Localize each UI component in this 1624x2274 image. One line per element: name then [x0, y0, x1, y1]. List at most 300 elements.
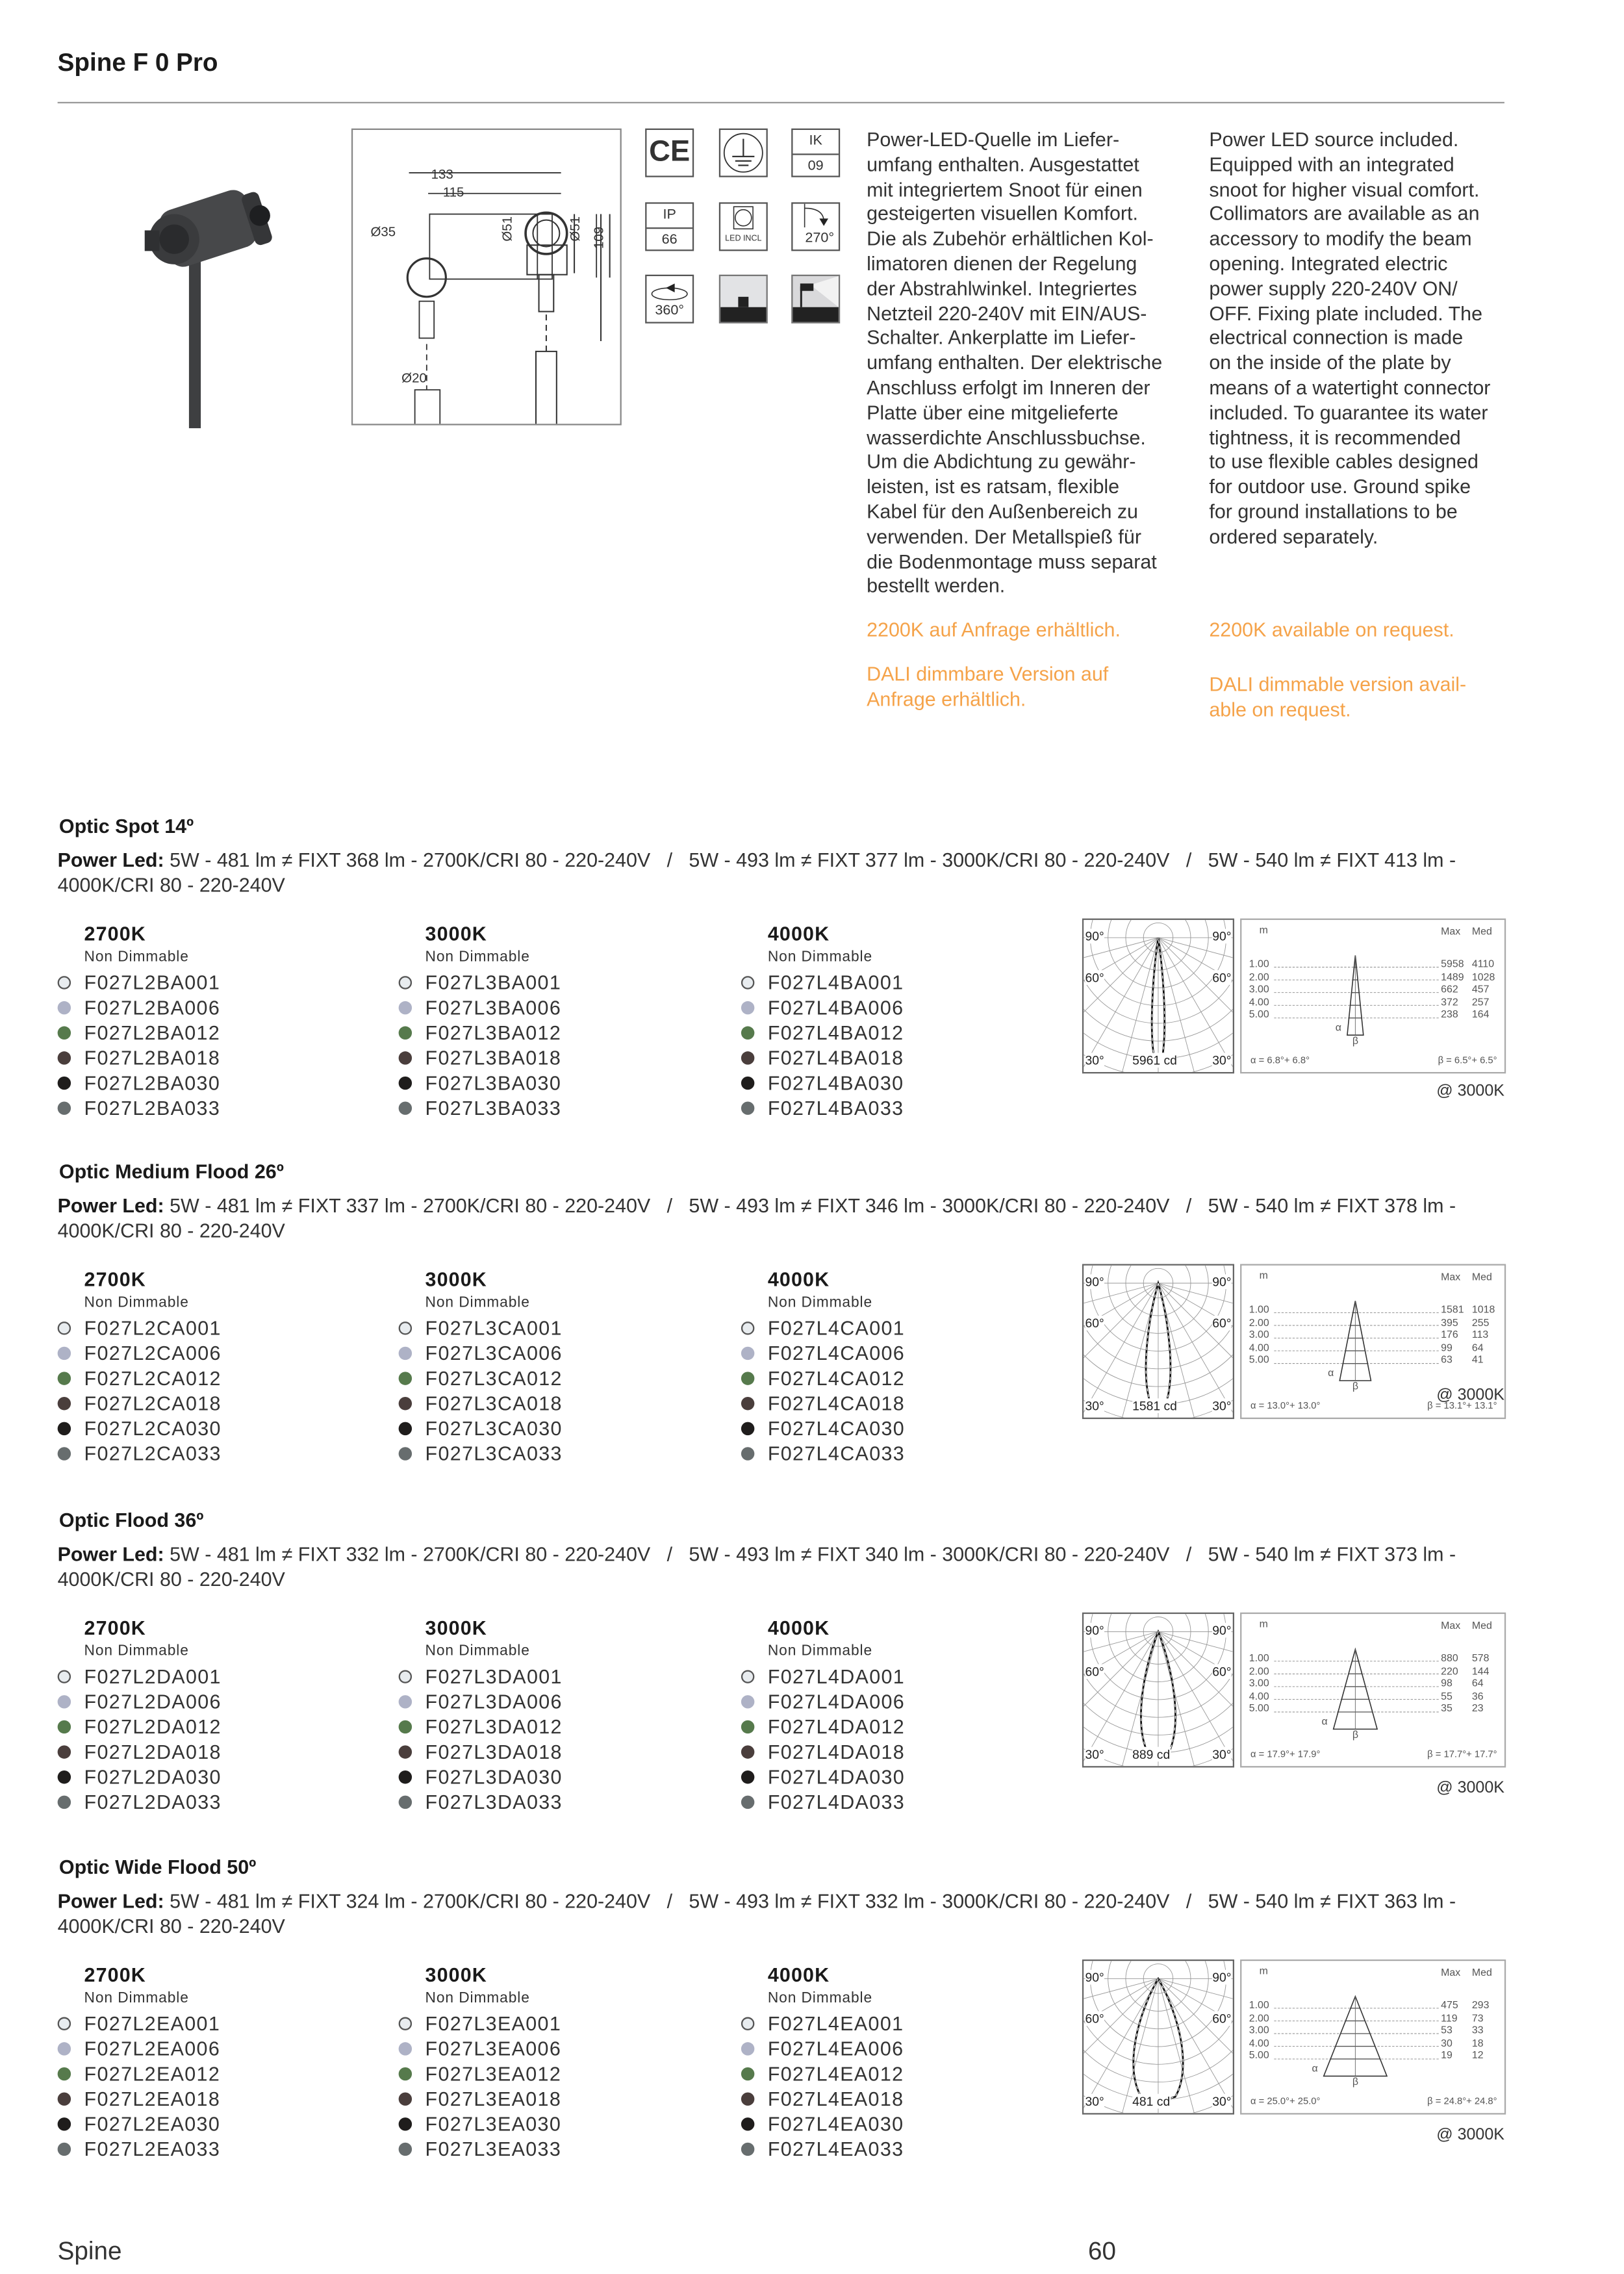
- distance-value: 3.00: [1249, 1331, 1269, 1342]
- max-illuminance: 880: [1441, 1654, 1458, 1665]
- finish-color-swatch: [741, 1670, 754, 1683]
- finish-color-swatch: [741, 1001, 754, 1014]
- dimming-label: Non Dimmable: [767, 1643, 873, 1660]
- med-illuminance: 113: [1471, 1331, 1489, 1342]
- cct-heading: 3000K: [425, 1963, 487, 1986]
- polar-angle-label: 30°: [1212, 1746, 1232, 1762]
- dim-joint-diameter: Ø35: [370, 224, 396, 240]
- dimming-label: Non Dimmable: [84, 1990, 189, 2007]
- product-code: F027L3DA001: [425, 1665, 563, 1688]
- polar-angle-label: 30°: [1212, 1053, 1232, 1068]
- distance-unit: m: [1259, 1967, 1268, 1978]
- finish-color-swatch: [58, 1397, 71, 1410]
- max-illuminance: 5958: [1441, 960, 1464, 971]
- finish-color-swatch: [399, 1720, 412, 1733]
- finish-color-swatch: [58, 1001, 71, 1014]
- finish-color-swatch: [399, 1670, 412, 1683]
- earth-ground-icon: [719, 129, 768, 177]
- dimming-label: Non Dimmable: [767, 1295, 873, 1312]
- finish-color-swatch: [399, 1745, 412, 1758]
- ip-rating-icon: [645, 202, 694, 251]
- max-illuminance: 176: [1441, 1331, 1458, 1342]
- footer-section-name: Spine: [57, 2237, 122, 2266]
- reference-cct: @ 3000K: [1436, 1779, 1504, 1797]
- polar-angle-label: 60°: [1085, 2011, 1104, 2026]
- product-code: F027L4BA006: [767, 997, 904, 1019]
- polar-grid: [1084, 920, 1233, 1072]
- max-illuminance: 395: [1441, 1318, 1458, 1329]
- product-code: F027L4CA012: [767, 1367, 906, 1390]
- max-illuminance: 19: [1441, 2051, 1453, 2062]
- distance-value: 1.00: [1249, 1654, 1269, 1665]
- rotation-label: 360°: [655, 302, 685, 319]
- description-german: Power-LED-Quelle im Liefer- umfang enthalten. Ausgestattet mit integriertem Snoot für einen gesteigerten visuellen Komfort. Die als Zubehör erhältlichen Kol- limatoren dienen der Regelung der Abstrahlwinkel. Integriertes Netzteil 220-240V mit EIN/AUS- Schalter. Ankerplatte im Liefer- umfang enthalten. Der elektrische Anschluss erfolgt im Inneren der Platte über eine mitgelieferte wasserdichte Anschlussbuchse. Um die Abdichtung zu gewähr- leisten, ist es ratsam, flexible Kabel für den Außenbereich zu verwenden. Der Metallspieß für die Bodenmontage muss separat bestellt werden.: [867, 128, 1163, 597]
- ip-value: 66: [661, 231, 678, 248]
- finish-color-swatch: [58, 2143, 71, 2156]
- med-illuminance: 144: [1471, 1666, 1490, 1677]
- led-included-label: LED INCL: [725, 235, 762, 244]
- product-code: F027L2EA012: [84, 2063, 221, 2086]
- dimming-label: Non Dimmable: [425, 1643, 530, 1660]
- polar-angle-label: 90°: [1085, 1274, 1104, 1290]
- alpha-angle: α = 13.0°+ 13.0°: [1250, 1401, 1321, 1412]
- alpha-angle: α = 25.0°+ 25.0°: [1250, 2097, 1321, 2108]
- distance-value: 3.00: [1249, 2026, 1269, 2037]
- finish-color-swatch: [399, 1077, 412, 1090]
- product-code: F027L4BA030: [767, 1072, 904, 1095]
- finish-color-swatch: [58, 1770, 71, 1783]
- product-code: F027L2EA033: [84, 2138, 221, 2161]
- finish-color-swatch: [399, 1101, 412, 1114]
- ground-recessed-icon: [719, 275, 768, 324]
- alpha-angle: α = 6.8°+ 6.8°: [1250, 1056, 1310, 1066]
- led-included-icon: [719, 202, 768, 251]
- finish-color-swatch: [399, 1397, 412, 1410]
- finish-color-swatch: [741, 1077, 754, 1090]
- tilt-label: 270°: [805, 230, 835, 247]
- finish-color-swatch: [58, 976, 71, 989]
- finish-color-swatch: [741, 1051, 754, 1064]
- product-code: F027L2DA006: [84, 1691, 222, 1713]
- finish-color-swatch: [399, 1695, 412, 1708]
- reference-cct: @ 3000K: [1436, 1386, 1504, 1405]
- product-code: F027L3DA033: [425, 1791, 563, 1813]
- section-title: Optic Spot 14º: [58, 815, 194, 837]
- max-illuminance: 475: [1441, 2000, 1458, 2012]
- finish-color-swatch: [741, 2117, 754, 2130]
- max-illuminance: 53: [1441, 2026, 1453, 2037]
- finish-color-swatch: [58, 2042, 71, 2055]
- polar-angle-label: 90°: [1085, 928, 1104, 944]
- finish-color-swatch: [58, 1051, 71, 1064]
- product-code: F027L4EA030: [767, 2113, 904, 2136]
- polar-angle-label: 60°: [1212, 2011, 1232, 2026]
- polar-grid-ray: [1084, 1631, 1158, 1750]
- med-illuminance: 4110: [1471, 960, 1495, 971]
- finish-color-swatch: [58, 2117, 71, 2130]
- alpha-symbol: α: [1328, 1368, 1334, 1379]
- product-code: F027L2BA012: [84, 1021, 221, 1044]
- finish-color-swatch: [58, 2017, 71, 2030]
- med-illuminance: 1018: [1471, 1305, 1495, 1316]
- finish-color-swatch: [399, 1372, 412, 1385]
- cct-heading: 2700K: [84, 1963, 146, 1986]
- product-code: F027L4DA033: [767, 1791, 906, 1813]
- max-header: Max: [1441, 1621, 1461, 1632]
- finish-color-swatch: [741, 1101, 754, 1114]
- product-code: F027L3EA001: [425, 2012, 562, 2035]
- polar-grid: [1084, 1614, 1233, 1766]
- product-code: F027L3CA001: [425, 1317, 563, 1340]
- page-number: 60: [1088, 2237, 1117, 2266]
- polar-angle-label: 60°: [1212, 970, 1232, 985]
- dimming-label: Non Dimmable: [84, 1295, 189, 1312]
- product-code: F027L3DA006: [425, 1691, 563, 1713]
- product-code: F027L2EA030: [84, 2113, 221, 2136]
- finish-color-swatch: [58, 1027, 71, 1040]
- finish-color-swatch: [399, 1770, 412, 1783]
- product-code: F027L3DA030: [425, 1766, 563, 1789]
- dim-height: 109: [591, 226, 606, 249]
- peak-intensity-label: 889 cd: [1132, 1746, 1171, 1762]
- illuminance-distance-chart: [1240, 1613, 1506, 1768]
- distance-value: 1.00: [1249, 960, 1269, 971]
- dimming-label: Non Dimmable: [767, 1990, 873, 2007]
- distance-unit: m: [1259, 926, 1268, 936]
- product-code: F027L3EA030: [425, 2113, 562, 2136]
- finish-color-swatch: [741, 1397, 754, 1410]
- med-illuminance: 64: [1471, 1343, 1484, 1354]
- rotation-360-icon: [645, 275, 694, 324]
- power-led-text: 5W - 481 lm ≠ FIXT 368 lm - 2700K/CRI 80 - 220-240V / 5W - 493 lm ≠ FIXT 377 lm - 3000K/CRI 80 - 220-240V / 5W - 540 lm ≠ FIXT 413 lm - 4000K/CRI 80 - 220-240V: [57, 849, 1462, 897]
- product-code: F027L3CA030: [425, 1417, 563, 1440]
- med-illuminance: 36: [1471, 1692, 1484, 1702]
- product-code: F027L2CA012: [84, 1367, 222, 1390]
- beta-symbol: β: [1352, 1730, 1358, 1741]
- technical-drawing: [351, 129, 622, 426]
- dim-head-diameter-front: Ø51: [567, 216, 583, 242]
- distance-value: 5.00: [1249, 2051, 1269, 2062]
- med-illuminance: 18: [1471, 2039, 1484, 2050]
- max-illuminance: 220: [1441, 1666, 1458, 1677]
- alpha-symbol: α: [1312, 2064, 1318, 2075]
- product-code: F027L2BA001: [84, 971, 221, 994]
- product-code: F027L4BA033: [767, 1097, 904, 1119]
- power-led-text: 5W - 481 lm ≠ FIXT 324 lm - 2700K/CRI 80 - 220-240V / 5W - 493 lm ≠ FIXT 332 lm - 3000K/CRI 80 - 220-240V / 5W - 540 lm ≠ FIXT 363 lm - 4000K/CRI 80 - 220-240V: [57, 1890, 1462, 1937]
- description-english: Power LED source included. Equipped with an integrated snoot for higher visual comfort. Collimators are available as an accessory to modify the beam opening. Integrated electric power supply 220-240V ON/ OFF. Fixing plate included. The electrical connection is made on the inside of the plate by means of a watertight connector included. To guarantee its water tightness, it is recommended to use flexible cables designed for outdoor use. Ground spike for ground installations to be ordered separately.: [1209, 128, 1491, 548]
- dimming-label: Non Dimmable: [767, 949, 873, 966]
- dim-spike-diameter: Ø20: [401, 370, 427, 386]
- polar-light-distribution-chart: [1082, 1960, 1234, 2115]
- cct-heading: 4000K: [767, 1616, 830, 1639]
- polar-angle-label: 90°: [1212, 1969, 1232, 1985]
- finish-color-swatch: [399, 1027, 412, 1040]
- polar-grid-ray: [1084, 1978, 1158, 2097]
- finish-color-swatch: [399, 2017, 412, 2030]
- finish-color-swatch: [741, 1720, 754, 1733]
- finish-color-swatch: [58, 1447, 71, 1460]
- polar-light-distribution-chart: [1082, 1613, 1234, 1768]
- finish-color-swatch: [741, 2017, 754, 2030]
- ce-mark-icon: CE: [645, 129, 694, 177]
- product-code: F027L2CA030: [84, 1417, 222, 1440]
- finish-color-swatch: [58, 1101, 71, 1114]
- product-code: F027L3CA012: [425, 1367, 563, 1390]
- polar-angle-label: 90°: [1212, 1622, 1232, 1638]
- dimming-label: Non Dimmable: [84, 1643, 189, 1660]
- product-code: F027L3EA018: [425, 2088, 562, 2110]
- max-illuminance: 1581: [1441, 1305, 1464, 1316]
- alpha-symbol: α: [1321, 1717, 1328, 1728]
- polar-grid: [1084, 1961, 1233, 2113]
- power-led-label: Power Led:: [57, 1890, 164, 1913]
- finish-color-swatch: [399, 1322, 412, 1335]
- power-led-spec: [58, 1889, 1519, 1939]
- finish-color-swatch: [58, 1796, 71, 1809]
- power-led-spec: [58, 1542, 1519, 1592]
- finish-color-swatch: [58, 1347, 71, 1360]
- med-header: Med: [1471, 1968, 1492, 1979]
- product-code: F027L3CA006: [425, 1342, 563, 1365]
- med-header: Med: [1471, 1273, 1492, 1284]
- finish-color-swatch: [399, 2067, 412, 2080]
- polar-angle-label: 30°: [1085, 2093, 1104, 2109]
- med-illuminance: 293: [1471, 2000, 1490, 2012]
- product-code: F027L4DA001: [767, 1665, 906, 1688]
- note-2200k-german: 2200K auf Anfrage erhältlich.: [867, 619, 1121, 641]
- dim-length: 133: [431, 166, 453, 182]
- product-code: F027L4BA001: [767, 971, 904, 994]
- finish-color-swatch: [58, 1372, 71, 1385]
- power-led-text: 5W - 481 lm ≠ FIXT 337 lm - 2700K/CRI 80 - 220-240V / 5W - 493 lm ≠ FIXT 346 lm - 3000K/CRI 80 - 220-240V / 5W - 540 lm ≠ FIXT 378 lm - 4000K/CRI 80 - 220-240V: [57, 1194, 1462, 1242]
- cone-diagram: [1241, 1961, 1504, 2113]
- product-code: F027L3BA006: [425, 997, 562, 1019]
- distance-value: 2.00: [1249, 1318, 1269, 1329]
- cct-heading: 3000K: [425, 923, 487, 945]
- power-led-spec: [58, 1193, 1519, 1243]
- product-code: F027L2CA018: [84, 1392, 222, 1415]
- med-illuminance: 41: [1471, 1356, 1484, 1367]
- max-illuminance: 662: [1441, 985, 1458, 996]
- illuminance-distance-chart: [1240, 919, 1506, 1074]
- product-code: F027L3CA018: [425, 1392, 563, 1415]
- finish-color-swatch: [399, 1001, 412, 1014]
- finish-color-swatch: [741, 1796, 754, 1809]
- note-dali-english: DALI dimmable version avail- able on request.: [1209, 673, 1467, 721]
- alpha-angle: α = 17.9°+ 17.9°: [1250, 1750, 1321, 1761]
- product-code: F027L4DA030: [767, 1766, 906, 1789]
- cone-diagram: [1241, 1614, 1504, 1766]
- polar-angle-label: 60°: [1212, 1664, 1232, 1680]
- distance-value: 4.00: [1249, 997, 1269, 1008]
- product-code: F027L4EA033: [767, 2138, 904, 2161]
- section-title: Optic Wide Flood 50º: [58, 1856, 257, 1878]
- distance-unit: m: [1259, 1271, 1268, 1282]
- cct-heading: 4000K: [767, 923, 830, 945]
- finish-color-swatch: [741, 1770, 754, 1783]
- polar-light-distribution-chart: [1082, 1264, 1234, 1419]
- dimming-label: Non Dimmable: [425, 949, 530, 966]
- product-code: F027L4CA001: [767, 1317, 906, 1340]
- distance-value: 4.00: [1249, 2039, 1269, 2050]
- product-code: F027L3EA006: [425, 2038, 562, 2060]
- finish-color-swatch: [741, 1745, 754, 1758]
- finish-color-swatch: [741, 2143, 754, 2156]
- distance-value: 2.00: [1249, 972, 1269, 983]
- finish-color-swatch: [58, 2067, 71, 2080]
- polar-angle-label: 90°: [1212, 928, 1232, 944]
- product-code: F027L3BA018: [425, 1047, 562, 1069]
- power-led-label: Power Led:: [57, 849, 164, 871]
- polar-grid-ray: [1158, 938, 1233, 1056]
- product-code: F027L3BA012: [425, 1021, 562, 1044]
- max-header: Max: [1441, 1273, 1461, 1284]
- beta-symbol: β: [1352, 1382, 1358, 1393]
- polar-angle-label: 60°: [1212, 1316, 1232, 1331]
- max-header: Max: [1441, 927, 1461, 938]
- product-code: F027L3BA033: [425, 1097, 562, 1119]
- polar-grid-ray: [1158, 1978, 1233, 2097]
- product-code: F027L4EA018: [767, 2088, 904, 2110]
- polar-grid-ray: [1084, 938, 1158, 1056]
- polar-angle-label: 30°: [1212, 1398, 1232, 1414]
- product-code: F027L4DA018: [767, 1741, 906, 1763]
- tilt-270-icon: [791, 202, 840, 251]
- cct-heading: 3000K: [425, 1616, 487, 1639]
- beta-symbol: β: [1352, 1036, 1358, 1047]
- product-code: F027L3EA033: [425, 2138, 562, 2161]
- distance-value: 5.00: [1249, 1704, 1269, 1715]
- med-illuminance: 255: [1471, 1318, 1490, 1329]
- cct-heading: 2700K: [84, 923, 146, 945]
- dimension-drawing: [353, 130, 620, 424]
- cone-diagram: [1241, 920, 1504, 1072]
- finish-color-swatch: [741, 1447, 754, 1460]
- max-header: Max: [1441, 1968, 1461, 1979]
- finish-color-swatch: [741, 1027, 754, 1040]
- distance-value: 1.00: [1249, 1305, 1269, 1316]
- product-code: F027L4EA012: [767, 2063, 904, 2086]
- max-illuminance: 30: [1441, 2039, 1453, 2050]
- product-code: F027L3BA030: [425, 1072, 562, 1095]
- product-code: F027L4DA012: [767, 1715, 906, 1739]
- finish-color-swatch: [741, 1322, 754, 1335]
- power-led-label: Power Led:: [57, 1543, 164, 1566]
- med-illuminance: 1028: [1471, 972, 1495, 983]
- med-illuminance: 164: [1471, 1010, 1490, 1021]
- finish-color-swatch: [399, 2092, 412, 2105]
- med-illuminance: 23: [1471, 1704, 1484, 1715]
- max-illuminance: 119: [1441, 2013, 1458, 2024]
- product-code: F027L2DA030: [84, 1766, 222, 1789]
- polar-angle-label: 60°: [1085, 1316, 1104, 1331]
- finish-color-swatch: [399, 976, 412, 989]
- finish-color-swatch: [741, 1422, 754, 1435]
- dimming-label: Non Dimmable: [425, 1990, 530, 2007]
- peak-intensity-label: 5961 cd: [1132, 1053, 1177, 1068]
- cct-heading: 4000K: [767, 1268, 830, 1291]
- polar-angle-label: 30°: [1085, 1053, 1104, 1068]
- product-code: F027L2DA018: [84, 1741, 222, 1763]
- product-code: F027L2EA006: [84, 2038, 221, 2060]
- med-illuminance: 457: [1471, 985, 1490, 996]
- peak-intensity-label: 481 cd: [1132, 2093, 1171, 2109]
- dimming-label: Non Dimmable: [84, 949, 189, 966]
- finish-color-swatch: [58, 2092, 71, 2105]
- product-code: F027L2DA012: [84, 1715, 222, 1739]
- finish-color-swatch: [399, 1422, 412, 1435]
- polar-angle-label: 30°: [1085, 1746, 1104, 1762]
- section-title: Optic Medium Flood 26º: [58, 1160, 284, 1183]
- ik-rating-icon: [791, 129, 840, 177]
- finish-color-swatch: [399, 1796, 412, 1809]
- finish-color-swatch: [58, 1745, 71, 1758]
- max-illuminance: 372: [1441, 997, 1458, 1008]
- distance-value: 4.00: [1249, 1692, 1269, 1702]
- product-code: F027L4BA012: [767, 1021, 904, 1044]
- product-code: F027L4CA033: [767, 1442, 906, 1465]
- distance-value: 4.00: [1249, 1343, 1269, 1354]
- distance-value: 2.00: [1249, 1666, 1269, 1677]
- finish-color-swatch: [399, 2042, 412, 2055]
- distance-value: 3.00: [1249, 1679, 1269, 1690]
- cct-heading: 4000K: [767, 1963, 830, 1986]
- ik-label: IK: [793, 130, 838, 155]
- finish-color-swatch: [58, 1422, 71, 1435]
- alpha-symbol: α: [1335, 1023, 1341, 1034]
- polar-angle-label: 90°: [1085, 1622, 1104, 1638]
- product-code: F027L2BA030: [84, 1072, 221, 1095]
- product-code: F027L3DA018: [425, 1741, 563, 1763]
- max-illuminance: 35: [1441, 1704, 1453, 1715]
- product-code: F027L4DA006: [767, 1691, 906, 1713]
- finish-color-swatch: [58, 1670, 71, 1683]
- product-code: F027L3CA033: [425, 1442, 563, 1465]
- med-header: Med: [1471, 927, 1492, 938]
- product-code: F027L4CA018: [767, 1392, 906, 1415]
- finish-color-swatch: [741, 1347, 754, 1360]
- reference-cct: @ 3000K: [1436, 2126, 1504, 2145]
- product-code: F027L3EA012: [425, 2063, 562, 2086]
- distance-value: 5.00: [1249, 1356, 1269, 1367]
- dim-body-length: 115: [442, 185, 464, 199]
- power-led-spec: [58, 848, 1519, 898]
- dim-head-diameter: Ø51: [500, 216, 515, 242]
- polar-grid-ray: [1158, 1631, 1233, 1750]
- product-code: F027L2CA006: [84, 1342, 222, 1365]
- product-code: F027L4CA030: [767, 1417, 906, 1440]
- cct-heading: 2700K: [84, 1616, 146, 1639]
- finish-color-swatch: [399, 2143, 412, 2156]
- product-code: F027L2BA006: [84, 997, 221, 1019]
- max-illuminance: 238: [1441, 1010, 1458, 1021]
- beta-angle: β = 17.7°+ 17.7°: [1427, 1750, 1497, 1761]
- ip-label: IP: [646, 204, 692, 229]
- distance-unit: m: [1259, 1620, 1268, 1631]
- distance-value: 1.00: [1249, 2000, 1269, 2012]
- med-illuminance: 64: [1471, 1679, 1484, 1690]
- page-title: Spine F 0 Pro: [57, 49, 218, 77]
- cct-heading: 2700K: [84, 1268, 146, 1291]
- product-code: F027L4BA018: [767, 1047, 904, 1069]
- section-title: Optic Flood 36º: [58, 1509, 204, 1531]
- product-photo: [133, 177, 281, 436]
- polar-angle-label: 30°: [1212, 2093, 1232, 2109]
- max-illuminance: 63: [1441, 1356, 1453, 1367]
- product-code: F027L4EA006: [767, 2038, 904, 2060]
- med-illuminance: 73: [1471, 2013, 1484, 2024]
- finish-color-swatch: [58, 1720, 71, 1733]
